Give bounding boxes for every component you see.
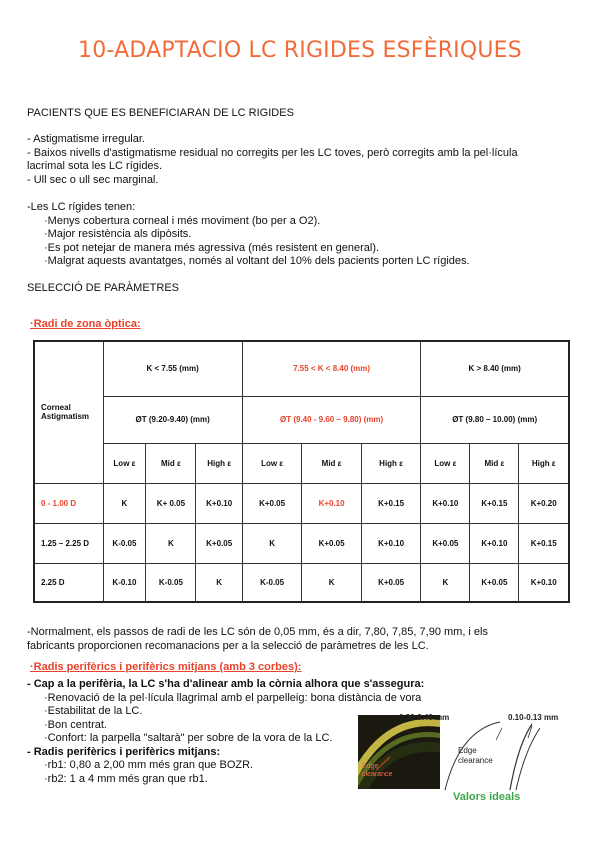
table-cell: K <box>103 483 146 523</box>
table-cell: K+0.05 <box>302 523 362 563</box>
lc-item: ·Major resistència als dipòsits. <box>44 228 192 240</box>
dim-label-b: 0.10-0.13 mm <box>508 713 559 722</box>
pacients-line: - Baixos nivells d'astigmatisme residual no corregits per les LC toves, però corregits amb la pel·lícula <box>27 146 518 159</box>
pacients-line: lacrimal sota les LC rígides. <box>27 160 163 172</box>
parameter-table <box>33 340 570 603</box>
table-cell: K-0.05 <box>242 563 302 602</box>
table-cell: K+0.20 <box>519 483 569 523</box>
rb-item: ·rb2: 1 a 4 mm més gran que rb1. <box>44 772 208 785</box>
table-cell: K+0.05 <box>470 563 519 602</box>
valors-ideals-caption: Valors ideals <box>453 791 521 803</box>
periferia-item: ·Renovació de la pel·lícula llagrimal amb el parpelleig: bona distància de vora <box>44 691 422 704</box>
periferia-item: ·Confort: la parpella "saltarà" per sobre de la vora de la LC. <box>44 732 333 744</box>
group-k-3: K > 8.40 (mm) <box>421 341 569 396</box>
pacients-line: - Astigmatisme irregular. <box>27 133 145 145</box>
row-label: 1.25 – 2.25 D <box>34 523 103 563</box>
row-label: 2.25 D <box>34 563 103 602</box>
row-label: 0 - 1.00 D <box>34 483 103 523</box>
lc-item: ·Es pot netejar de manera més agressiva (més resistent en general). <box>44 241 380 254</box>
table-cell: K-0.05 <box>103 523 146 563</box>
lc-item: ·Malgrat aquests avantatges, només al voltant del 10% dels pacients porten LC rígides. <box>44 255 470 267</box>
table-cell: K-0.10 <box>103 563 146 602</box>
table-row <box>34 483 569 523</box>
table-cell: K <box>146 523 196 563</box>
table-cell: K+0.05 <box>421 523 470 563</box>
rb-item: ·rb1: 0,80 a 2,00 mm més gran que BOZR. <box>44 759 254 771</box>
table-cell: K-0.05 <box>146 563 196 602</box>
normalment-paragraph <box>27 626 580 653</box>
table-row <box>34 523 569 563</box>
ecc-header: Mid ε <box>302 443 362 483</box>
table-cell: K <box>421 563 470 602</box>
page-title: 10-ADAPTACIO LC RIGIDES ESFÈRIQUES <box>78 38 522 63</box>
lc-item: ·Menys cobertura corneal i més moviment (bo per a O2). <box>44 214 321 227</box>
group-diam-3: ØT (9.80 – 10.00) (mm) <box>421 396 569 443</box>
ecc-header: Mid ε <box>146 443 196 483</box>
table-cell: K+0.10 <box>421 483 470 523</box>
group-diam-2: ØT (9.40 - 9.60 – 9.80) (mm) <box>242 396 421 443</box>
ecc-header: High ε <box>196 443 242 483</box>
section-heading-parametres: SELECCIÓ DE PARÀMETRES <box>27 282 179 294</box>
table-cell: K+0.15 <box>470 483 519 523</box>
group-k-2: 7.55 < K < 8.40 (mm) <box>242 341 421 396</box>
ecc-header: Mid ε <box>470 443 519 483</box>
table-cell: K+0.10 <box>470 523 519 563</box>
table-cell: K+0.15 <box>519 523 569 563</box>
radis-perifferics-heading: ·Radis perifèrics i perifèrics mitjans (amb 3 corbes): <box>30 661 302 673</box>
lc-intro: -Les LC rígides tenen: <box>27 201 136 213</box>
table-cell: K+0.05 <box>196 523 242 563</box>
table-cell: K+ 0.05 <box>146 483 196 523</box>
corner-label: Corneal Astigmatism <box>34 341 103 483</box>
periferia-item: ·Estabilitat de la LC. <box>44 705 143 717</box>
lc-rigides-list <box>27 201 580 269</box>
photo-edge-label: Edge clearance <box>362 763 393 778</box>
normalment-line: -Normalment, els passos de radi de les LC són de 0,05 mm, és a dir, 7,80, 7,85, 7,90 mm, i els <box>27 626 488 638</box>
group-k-1: K < 7.55 (mm) <box>103 341 242 396</box>
table-row <box>34 563 569 602</box>
table-cell: K <box>196 563 242 602</box>
table-cell: K+0.10 <box>302 483 362 523</box>
ecc-header: Low ε <box>242 443 302 483</box>
periferia-main: - Cap a la perifèria, la LC s'ha d'alinear amb la còrnia alhora que s'assegura: <box>27 678 425 690</box>
dim-label-a: 0.30-0.40 mm <box>399 713 450 722</box>
periferia-item: ·Bon centrat. <box>44 718 107 731</box>
ecc-header: Low ε <box>103 443 146 483</box>
edge-clearance-photo <box>358 715 440 789</box>
table-cell: K <box>242 523 302 563</box>
ecc-header: Low ε <box>421 443 470 483</box>
ecc-header: High ε <box>519 443 569 483</box>
table-cell: K <box>302 563 362 602</box>
edge-clearance-label: Edge clearance <box>458 746 493 765</box>
radi-zona-optica-heading: ·Radi de zona òptica: <box>30 318 141 330</box>
section-heading-pacients: PACIENTS QUE ES BENEFICIARAN DE LC RIGIDES <box>27 107 294 119</box>
table-cell: K+0.10 <box>519 563 569 602</box>
table-cell: K+0.15 <box>361 483 421 523</box>
table-cell: K+0.05 <box>361 563 421 602</box>
pacients-list <box>27 133 580 187</box>
pacients-line: - Ull sec o ull sec marginal. <box>27 173 159 186</box>
table-cell: K+0.05 <box>242 483 302 523</box>
ecc-header: High ε <box>361 443 421 483</box>
group-diam-1: ØT (9.20-9.40) (mm) <box>103 396 242 443</box>
table-cell: K+0.10 <box>361 523 421 563</box>
radis-subheading: - Radis perifèrics i perifèrics mitjans: <box>27 745 221 758</box>
normalment-line: fabricants proporcionen recomanacions per a la selecció de paràmetres de les LC. <box>27 639 429 652</box>
table-cell: K+0.10 <box>196 483 242 523</box>
